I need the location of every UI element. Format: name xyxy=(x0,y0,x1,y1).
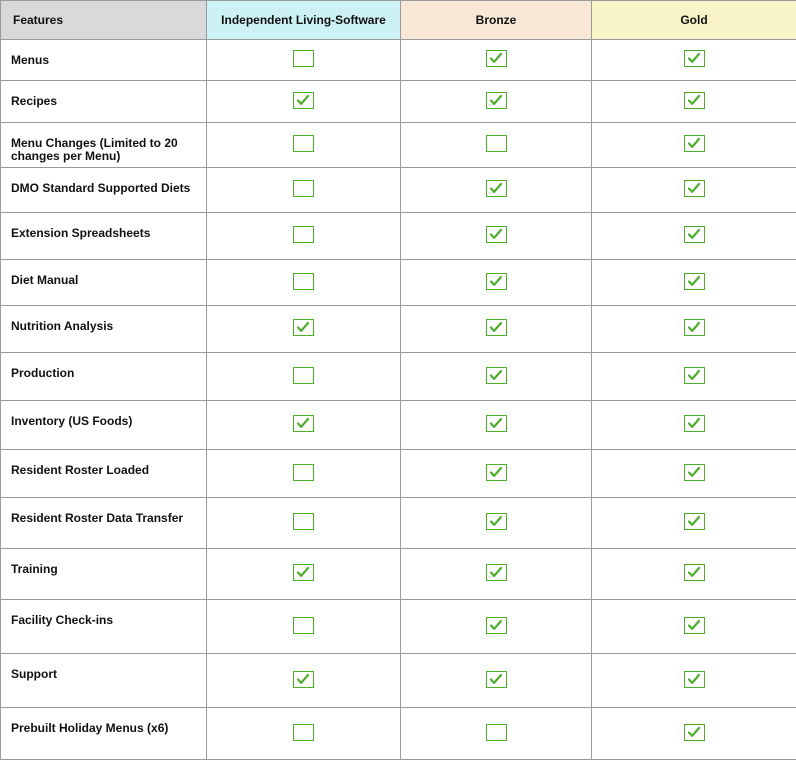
checked-checkbox-icon xyxy=(684,513,705,530)
gold-cell xyxy=(592,213,796,260)
gold-cell xyxy=(592,306,796,353)
gold-cell xyxy=(592,498,796,549)
check-mark-icon xyxy=(687,673,701,685)
empty-checkbox-icon xyxy=(293,273,314,290)
independent-living-cell xyxy=(207,353,401,401)
gold-cell xyxy=(592,260,796,306)
empty-checkbox-icon xyxy=(293,617,314,634)
check-mark-icon xyxy=(489,673,503,685)
gold-cell xyxy=(592,81,796,123)
bronze-cell xyxy=(401,498,592,549)
empty-checkbox-icon xyxy=(293,180,314,197)
checked-checkbox-icon xyxy=(293,671,314,688)
bronze-cell xyxy=(401,600,592,654)
feature-label: Nutrition Analysis xyxy=(1,306,207,353)
checked-checkbox-icon xyxy=(486,464,507,481)
checked-checkbox-icon xyxy=(486,273,507,290)
checked-checkbox-icon xyxy=(486,226,507,243)
gold-cell xyxy=(592,40,796,81)
independent-living-cell xyxy=(207,40,401,81)
checked-checkbox-icon xyxy=(684,464,705,481)
independent-living-cell xyxy=(207,708,401,760)
checked-checkbox-icon xyxy=(684,50,705,67)
bronze-cell xyxy=(401,81,592,123)
check-mark-icon xyxy=(296,566,310,578)
check-mark-icon xyxy=(687,417,701,429)
table-row xyxy=(1,549,796,600)
independent-living-cell xyxy=(207,654,401,708)
check-mark-icon xyxy=(489,566,503,578)
independent-living-cell xyxy=(207,450,401,498)
check-mark-icon xyxy=(489,228,503,240)
bronze-cell xyxy=(401,306,592,353)
independent-living-cell xyxy=(207,306,401,353)
feature-label: Facility Check-ins xyxy=(1,600,207,654)
table-row xyxy=(1,353,796,401)
empty-checkbox-icon xyxy=(293,226,314,243)
gold-cell xyxy=(592,600,796,654)
feature-label: Production xyxy=(1,353,207,401)
check-mark-icon xyxy=(489,94,503,106)
feature-label: Extension Spreadsheets xyxy=(1,213,207,260)
gold-cell xyxy=(592,401,796,450)
feature-label: Menu Changes (Limited to 20 changes per Menu) xyxy=(1,123,207,168)
gold-cell xyxy=(592,708,796,760)
independent-living-cell xyxy=(207,498,401,549)
check-mark-icon xyxy=(296,417,310,429)
table-row xyxy=(1,40,796,81)
features-header: Features xyxy=(1,1,207,40)
independent-living-cell xyxy=(207,401,401,450)
check-mark-icon xyxy=(687,515,701,527)
empty-checkbox-icon xyxy=(486,135,507,152)
check-mark-icon xyxy=(687,321,701,333)
check-mark-icon xyxy=(687,137,701,149)
table-row xyxy=(1,123,796,168)
independent-living-header: Independent Living-Software xyxy=(207,1,401,40)
table-row xyxy=(1,81,796,123)
checked-checkbox-icon xyxy=(293,92,314,109)
check-mark-icon xyxy=(296,94,310,106)
checked-checkbox-icon xyxy=(684,617,705,634)
empty-checkbox-icon xyxy=(293,135,314,152)
table-row xyxy=(1,600,796,654)
check-mark-icon xyxy=(687,52,701,64)
checked-checkbox-icon xyxy=(684,564,705,581)
checked-checkbox-icon xyxy=(486,617,507,634)
bronze-cell xyxy=(401,40,592,81)
bronze-cell xyxy=(401,450,592,498)
bronze-cell xyxy=(401,168,592,213)
independent-living-cell xyxy=(207,81,401,123)
feature-label: Menus xyxy=(1,40,207,81)
check-mark-icon xyxy=(489,52,503,64)
feature-label: Recipes xyxy=(1,81,207,123)
empty-checkbox-icon xyxy=(486,724,507,741)
check-mark-icon xyxy=(687,466,701,478)
checked-checkbox-icon xyxy=(684,367,705,384)
checked-checkbox-icon xyxy=(486,319,507,336)
check-mark-icon xyxy=(687,228,701,240)
bronze-cell xyxy=(401,401,592,450)
check-mark-icon xyxy=(489,182,503,194)
table-row xyxy=(1,450,796,498)
checked-checkbox-icon xyxy=(684,319,705,336)
checked-checkbox-icon xyxy=(486,513,507,530)
independent-living-cell xyxy=(207,168,401,213)
checked-checkbox-icon xyxy=(684,724,705,741)
check-mark-icon xyxy=(489,321,503,333)
table-row xyxy=(1,260,796,306)
gold-cell xyxy=(592,353,796,401)
independent-living-cell xyxy=(207,123,401,168)
check-mark-icon xyxy=(687,369,701,381)
bronze-cell xyxy=(401,123,592,168)
feature-label: Diet Manual xyxy=(1,260,207,306)
gold-cell xyxy=(592,123,796,168)
feature-label: Inventory (US Foods) xyxy=(1,401,207,450)
checked-checkbox-icon xyxy=(684,135,705,152)
bronze-cell xyxy=(401,708,592,760)
feature-label: Training xyxy=(1,549,207,600)
check-mark-icon xyxy=(687,94,701,106)
check-mark-icon xyxy=(687,275,701,287)
check-mark-icon xyxy=(489,275,503,287)
check-mark-icon xyxy=(687,619,701,631)
check-mark-icon xyxy=(489,369,503,381)
independent-living-cell xyxy=(207,260,401,306)
checked-checkbox-icon xyxy=(684,273,705,290)
table-row xyxy=(1,498,796,549)
gold-cell xyxy=(592,549,796,600)
checked-checkbox-icon xyxy=(486,92,507,109)
check-mark-icon xyxy=(687,182,701,194)
checked-checkbox-icon xyxy=(684,226,705,243)
checked-checkbox-icon xyxy=(486,50,507,67)
gold-cell xyxy=(592,654,796,708)
bronze-cell xyxy=(401,260,592,306)
checked-checkbox-icon xyxy=(486,415,507,432)
feature-label: DMO Standard Supported Diets xyxy=(1,168,207,213)
checked-checkbox-icon xyxy=(486,180,507,197)
feature-label: Resident Roster Data Transfer xyxy=(1,498,207,549)
bronze-cell xyxy=(401,549,592,600)
check-mark-icon xyxy=(687,566,701,578)
table-row xyxy=(1,213,796,260)
feature-label: Resident Roster Loaded xyxy=(1,450,207,498)
checked-checkbox-icon xyxy=(293,564,314,581)
check-mark-icon xyxy=(489,515,503,527)
bronze-cell xyxy=(401,654,592,708)
bronze-cell xyxy=(401,353,592,401)
empty-checkbox-icon xyxy=(293,724,314,741)
empty-checkbox-icon xyxy=(293,367,314,384)
empty-checkbox-icon xyxy=(293,513,314,530)
checked-checkbox-icon xyxy=(684,415,705,432)
bronze-cell xyxy=(401,213,592,260)
check-mark-icon xyxy=(296,321,310,333)
table-row xyxy=(1,306,796,353)
table-row xyxy=(1,168,796,213)
feature-label: Prebuilt Holiday Menus (x6) xyxy=(1,708,207,760)
header-row xyxy=(1,1,796,40)
check-mark-icon xyxy=(687,726,701,738)
independent-living-cell xyxy=(207,600,401,654)
check-mark-icon xyxy=(489,417,503,429)
gold-cell xyxy=(592,450,796,498)
check-mark-icon xyxy=(489,619,503,631)
checked-checkbox-icon xyxy=(684,180,705,197)
bronze-header: Bronze xyxy=(401,1,592,40)
checked-checkbox-icon xyxy=(684,92,705,109)
checked-checkbox-icon xyxy=(293,415,314,432)
empty-checkbox-icon xyxy=(293,464,314,481)
feature-label: Support xyxy=(1,654,207,708)
gold-header: Gold xyxy=(592,1,796,40)
table-row xyxy=(1,654,796,708)
checked-checkbox-icon xyxy=(486,564,507,581)
independent-living-cell xyxy=(207,213,401,260)
empty-checkbox-icon xyxy=(293,50,314,67)
gold-cell xyxy=(592,168,796,213)
checked-checkbox-icon xyxy=(486,367,507,384)
checked-checkbox-icon xyxy=(293,319,314,336)
independent-living-cell xyxy=(207,549,401,600)
checked-checkbox-icon xyxy=(684,671,705,688)
checked-checkbox-icon xyxy=(486,671,507,688)
check-mark-icon xyxy=(296,673,310,685)
table-row xyxy=(1,401,796,450)
check-mark-icon xyxy=(489,466,503,478)
table-row xyxy=(1,708,796,760)
